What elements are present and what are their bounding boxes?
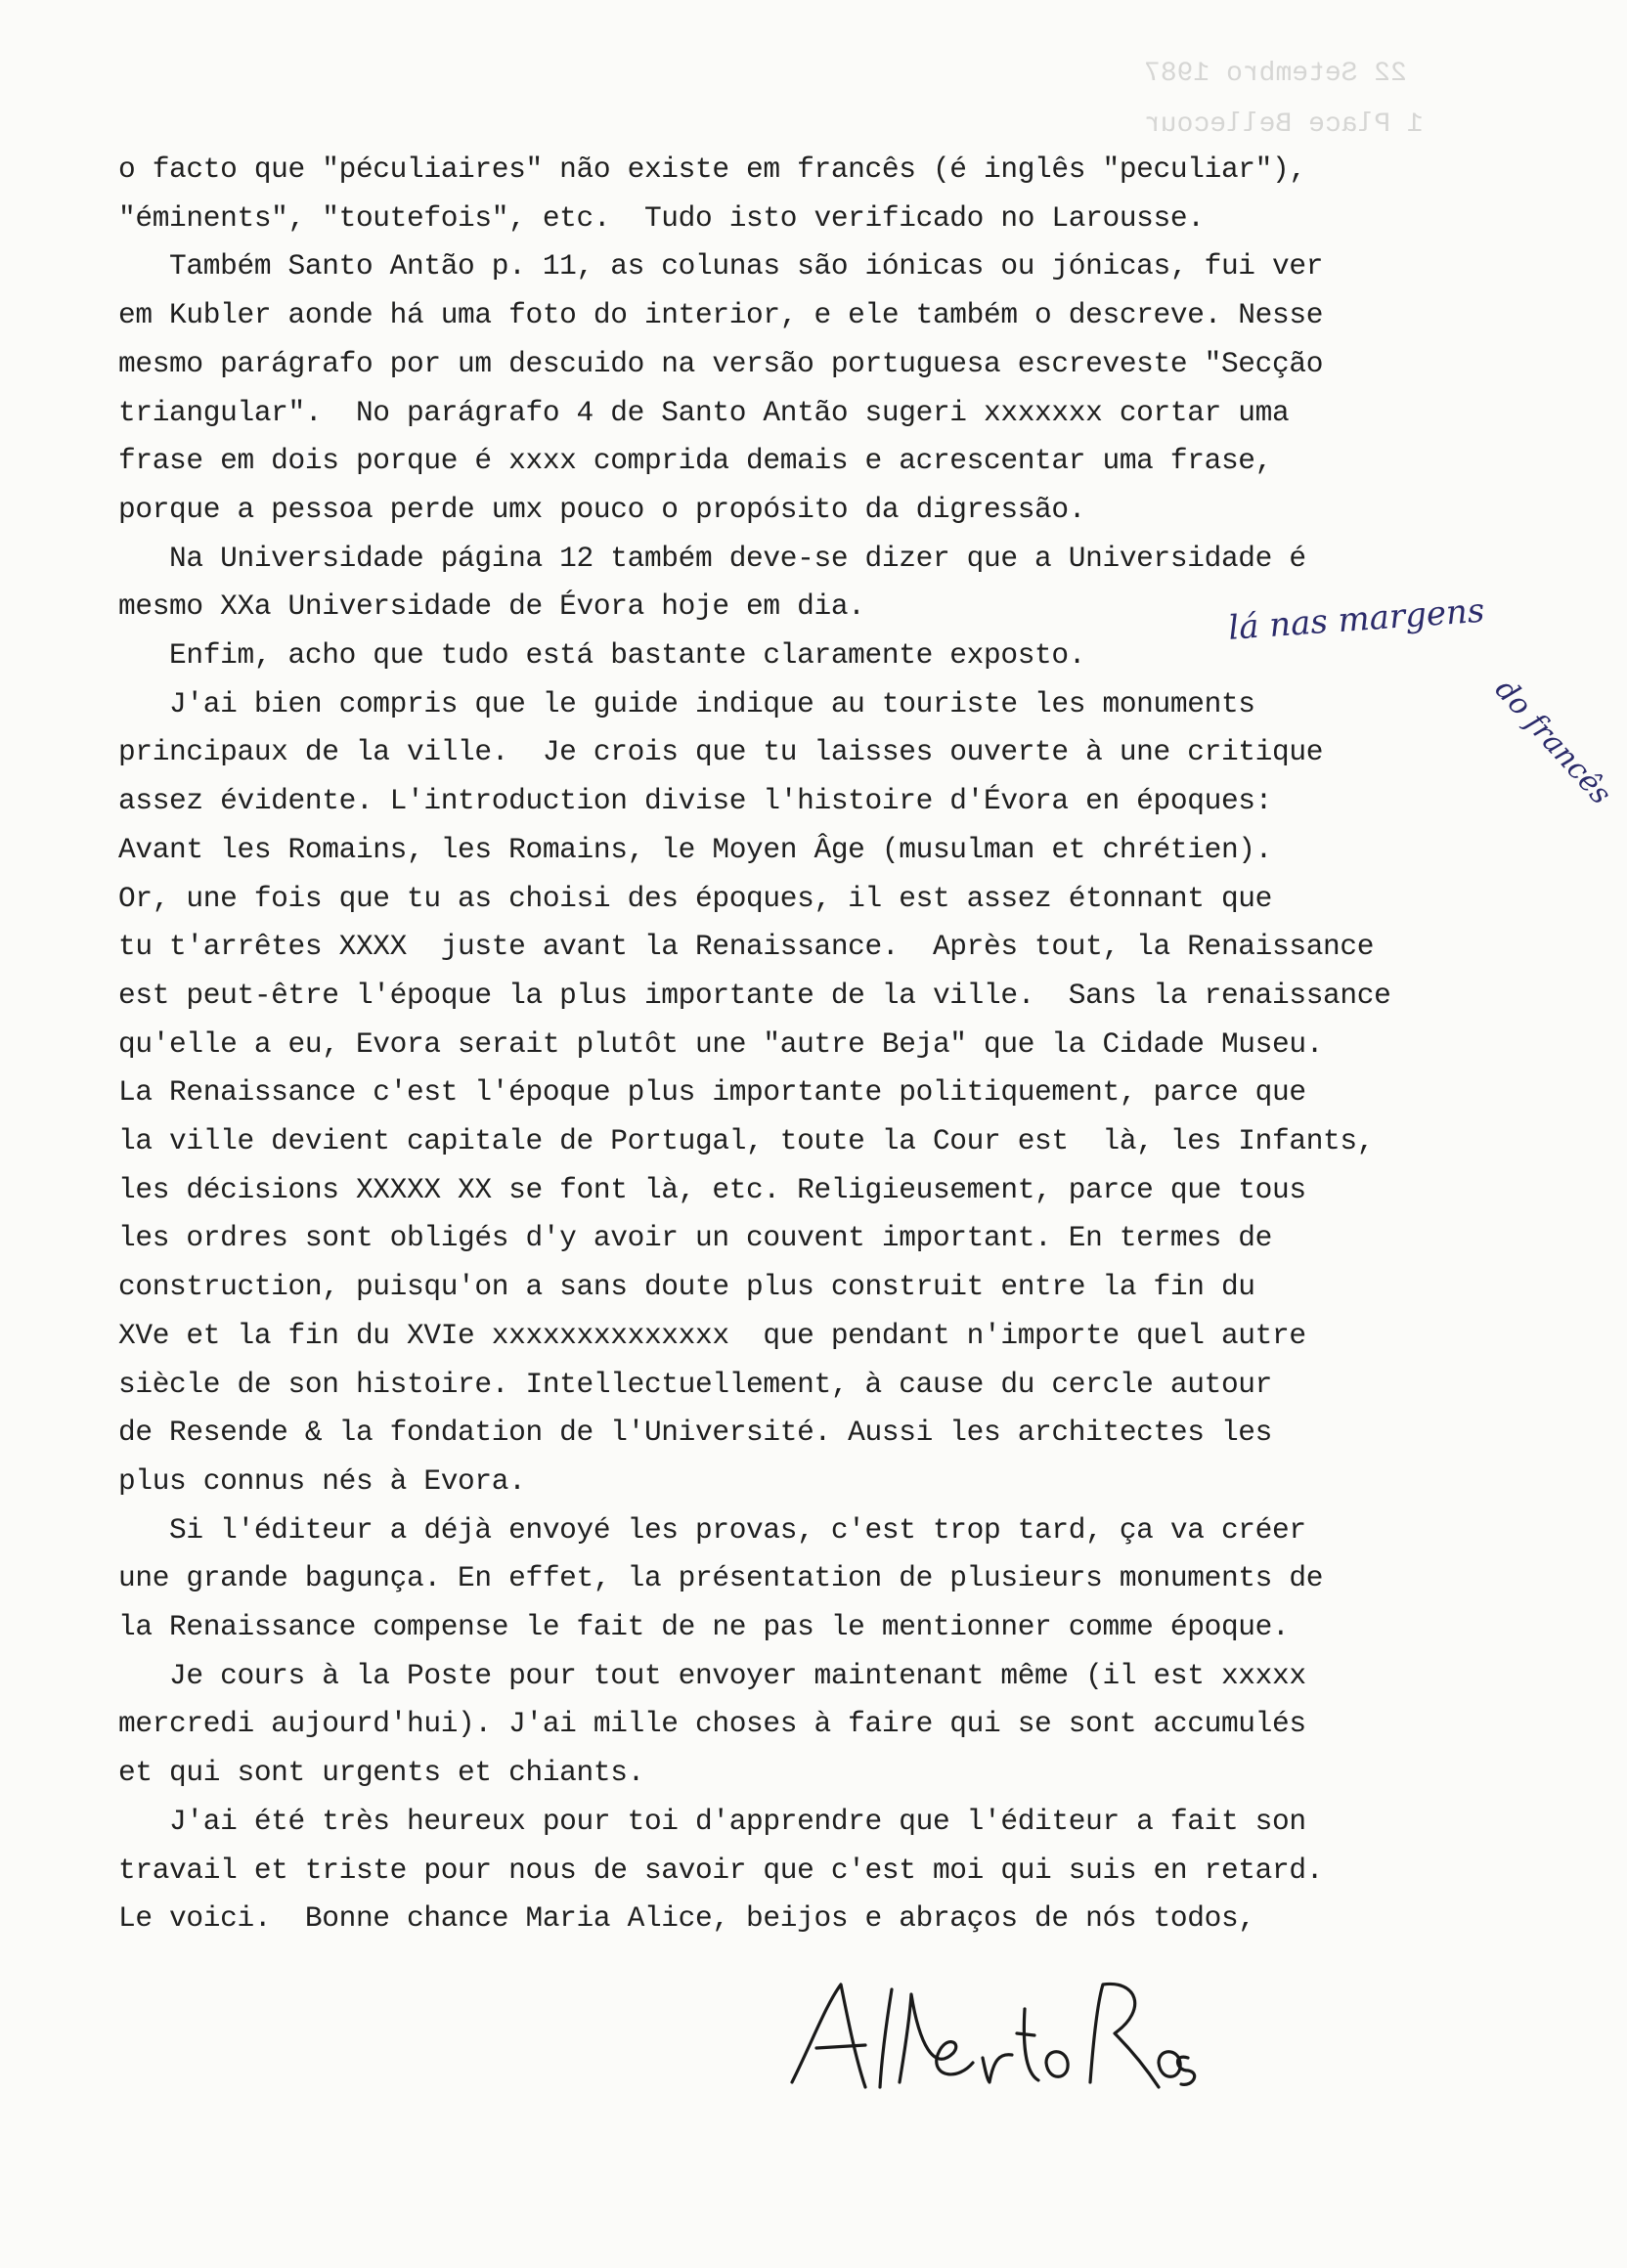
handwritten-margin-note-continued: do francês [1487, 673, 1618, 811]
letter-line: frase em dois porque é xxxx comprida demais e acrescentar uma frase, [118, 444, 1272, 478]
letter-line: une grande bagunça. En effet, la présentation de plusieurs monuments de [118, 1561, 1324, 1595]
letter-line: XVe et la fin du XVIe xxxxxxxxxxxxxx que pendant n'importe quel autre [118, 1318, 1306, 1352]
letter-line: La Renaissance c'est l'époque plus importante politiquement, parce que [118, 1075, 1306, 1110]
letter-line: em Kubler aonde há uma foto do interior, e ele também o descreve. Nesse [118, 298, 1324, 332]
letter-line: "éminents", "toutefois", etc. Tudo isto verificado no Larousse. [118, 200, 1205, 235]
letter-line: les ordres sont obligés d'y avoir un couvent important. En termes de [118, 1221, 1272, 1255]
bleed-address: 1 Place Bellecour [1144, 109, 1424, 140]
letter-line: principaux de la ville. Je crois que tu laisses ouverte à une critique [118, 735, 1324, 769]
letter-line: construction, puisqu'on a sans doute plus construit entre la fin du [118, 1270, 1255, 1304]
letter-line: Na Universidade página 12 também deve-se dizer que a Universidade é [118, 541, 1306, 575]
letter-line: les décisions XXXXX XX se font là, etc. Religieusement, parce que tous [118, 1172, 1306, 1206]
letter-line: travail et triste pour nous de savoir que c'est moi qui suis en retard. [118, 1853, 1324, 1887]
bleed-date: 22 Setembro 1987 [1144, 59, 1407, 89]
letter-line: la Renaissance compense le fait de ne pas le mentionner comme époque. [118, 1610, 1290, 1643]
letter-line: qu'elle a eu, Evora serait plutôt une "autre Beja" que la Cidade Museu. [118, 1026, 1324, 1061]
letter-line: J'ai bien compris que le guide indique au touriste les monuments [118, 686, 1255, 720]
letter-line: Je cours à la Poste pour tout envoyer maintenant même (il est xxxxx [118, 1658, 1306, 1692]
letter-line: Também Santo Antão p. 11, as colunas são iónicas ou jónicas, fui ver [118, 249, 1324, 284]
letter-line: plus connus nés à Evora. [118, 1463, 526, 1498]
handwritten-margin-note: lá nas margens [1227, 590, 1486, 648]
letter-line: Si l'éditeur a déjà envoyé les provas, c'est trop tard, ça va créer [118, 1512, 1306, 1547]
letter-line: Avant les Romains, les Romains, le Moyen Âge (musulman et chrétien). [118, 832, 1272, 866]
letter-line: et qui sont urgents et chiants. [118, 1756, 644, 1790]
letter-line: Enfim, acho que tudo está bastante claramente exposto. [118, 638, 1086, 672]
letter-line: la ville devient capitale de Portugal, toute la Cour est là, les Infants, [118, 1124, 1375, 1157]
letter-line: tu t'arrêtes XXXX juste avant la Renaissance. Après tout, la Renaissance [118, 930, 1375, 964]
letter-line: Or, une fois que tu as choisi des époques, il est assez étonnant que [118, 881, 1272, 915]
letter-line: de Resende & la fondation de l'Université. Aussi les architectes les [118, 1416, 1272, 1450]
letter-line: Le voici. Bonne chance Maria Alice, beijos e abraços de nós todos, [118, 1901, 1255, 1936]
letter-line: est peut-être l'époque la plus importante de la ville. Sans la renaissance [118, 978, 1391, 1012]
signature-scribble [772, 1965, 1203, 2112]
letter-line: mercredi aujourd'hui). J'ai mille choses à faire qui se sont accumulés [118, 1707, 1306, 1741]
letter-line: assez évidente. L'introduction divise l'histoire d'Évora en époques: [118, 784, 1272, 818]
signature [772, 1965, 1203, 2112]
letter-line: o facto que "péculiaires" não existe em francês (é inglês "peculiar"), [118, 153, 1306, 186]
letter-line: siècle de son histoire. Intellectuellement, à cause du cercle autour [118, 1367, 1272, 1401]
letter-line: triangular". No parágrafo 4 de Santo Antão sugeri xxxxxxx cortar uma [118, 395, 1290, 429]
letter-line: mesmo parágrafo por um descuido na versão portuguesa escreveste "Secção [118, 346, 1324, 380]
letter-line: porque a pessoa perde umx pouco o propósito da digressão. [118, 492, 1086, 526]
letter-line: mesmo XXa Universidade de Évora hoje em dia. [118, 589, 865, 624]
letter-line: J'ai été très heureux pour toi d'apprendre que l'éditeur a fait son [118, 1804, 1306, 1838]
